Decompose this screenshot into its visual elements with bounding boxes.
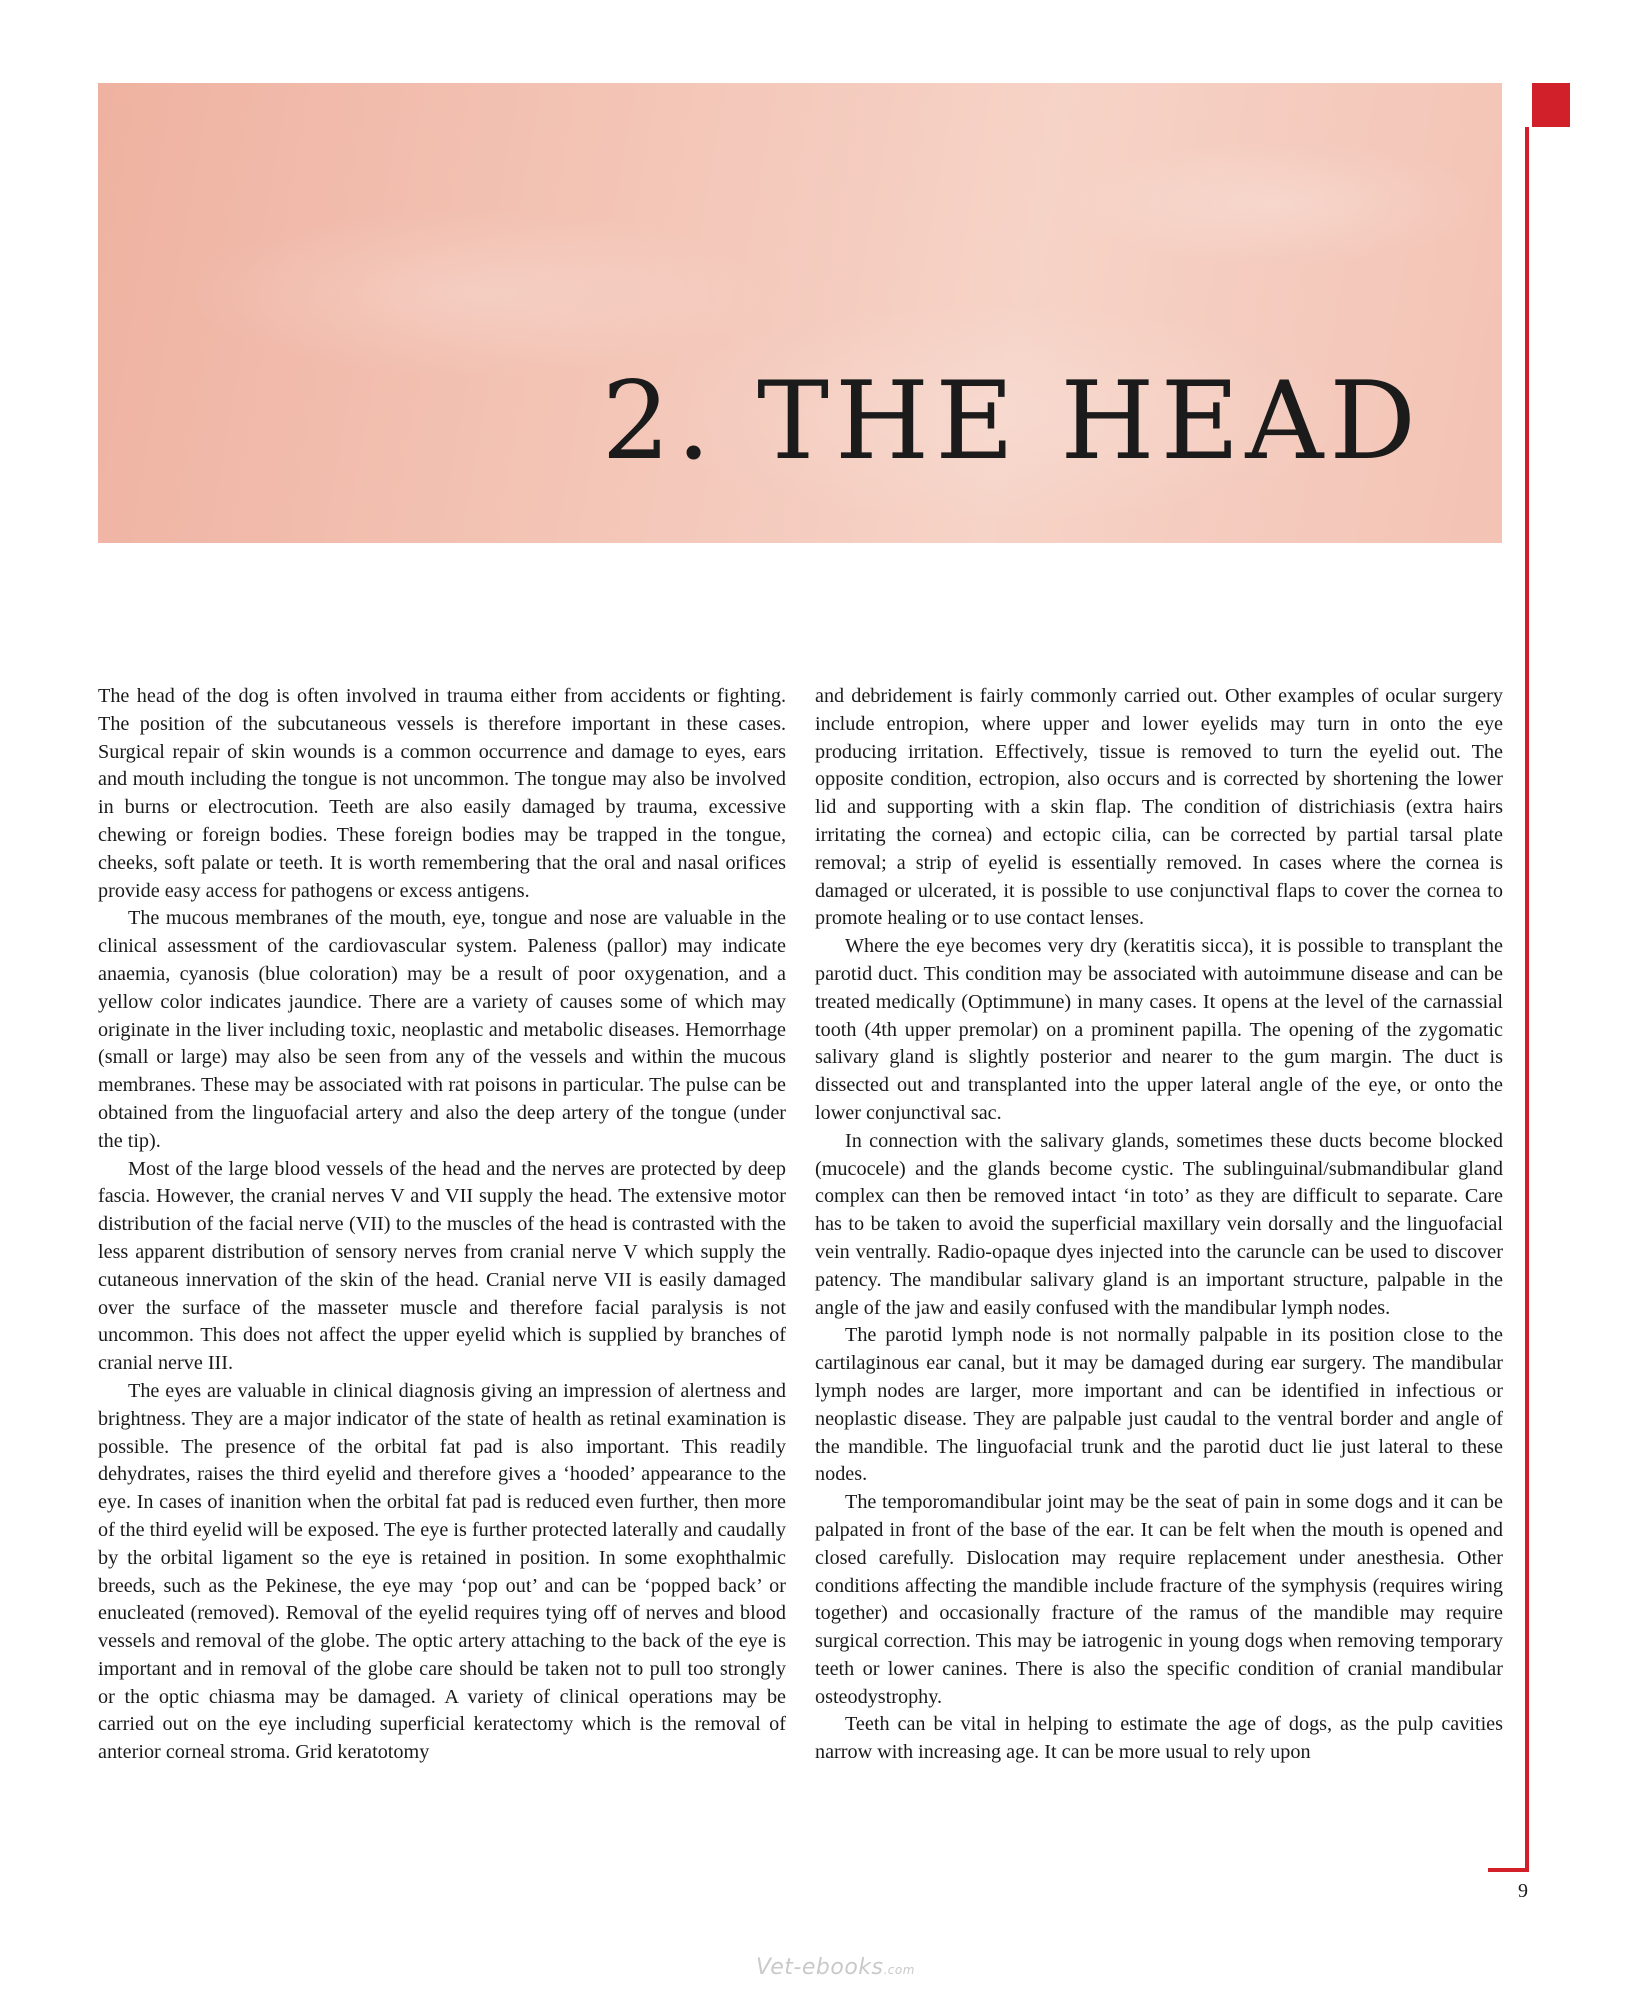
watermark-text: Vet-ebooks [756,1955,884,1980]
page-edge-rule [1525,127,1529,1872]
paragraph: The temporomandibular joint may be the seat of pain in some dogs and it can be palpated in front of the base of the ear. It can be felt when the mouth is opened and closed carefully. Dislocation may require replacement under anesthesia. Other conditions affecting the mandible include fracture of the symphysis (requires wiring together) and occasionally fracture of the ramus of the mandible may require surgical correction. This may be iatrogenic in young dogs when removing temporary teeth or lower canines. There is also the specific condition of cranial mandibular osteodystrophy. [815,1491,1503,1708]
chapter-banner [98,83,1502,543]
paragraph: In connection with the salivary glands, sometimes these ducts become blocked (mucocele) and the glands become cystic. The sublinguinal/submandibular gland complex can then be removed intact ‘in toto’ as they are difficult to separate. Care has to be taken to avoid the superficial maxillary vein dorsally and the linguofacial vein ventrally. Radio-opaque dyes injected into the caruncle can be used to discover patency. The mandibular salivary gland is an important structure, palpable in the angle of the jaw and easily confused with the mandibular lymph nodes. [815,1129,1503,1319]
chapter-title: 2. THE HEAD [601,359,1422,484]
page-number: 9 [1518,1880,1528,1902]
watermark [756,1955,915,1980]
paragraph: and debridement is fairly commonly carried out. Other examples of ocular surgery include entropion, where upper and lower eyelids may turn in onto the eye producing irritation. Effectively, tissue is removed to turn the eyelid out. The opposite condition, ectropion, also occurs and is corrected by shortening the lower lid and supporting with a skin flap. The condition of districhiasis (extra hairs irritating the cornea) and ectopic cilia, can be corrected by partial tarsal plate removal; a strip of eyelid is essentially removed. In cases where the cornea is damaged or ulcerated, it is possible to use conjunctival flaps to cover the cornea to promote healing or to use contact lenses. [815,685,1503,930]
paragraph: The mucous membranes of the mouth, eye, tongue and nose are valuable in the clinical assessment of the cardiovascular system. Paleness (pallor) may indicate anaemia, cyanosis (blue coloration) may be a result of poor oxygenation, and a yellow color indicates jaundice. There are a variety of causes some of which may originate in the liver including toxic, neoplastic and metabolic diseases. Hemorrhage (small or large) may also be seen from any of the vessels and within the mucous membranes. These may be associated with rat poisons in particular. The pulse can be obtained from the linguofacial artery and also the deep artery of the tongue (under the tip). [98,907,786,1152]
paragraph: Most of the large blood vessels of the head and the nerves are protected by deep fascia. However, the cranial nerves V and VII supply the head. The extensive motor distribution of the facial nerve (VII) to the muscles of the head is contrasted with the less apparent distribution of sensory nerves from cranial nerve V which supply the cutaneous innervation of the skin of the head. Cranial nerve VII is easily damaged over the surface of the masseter muscle and therefore facial paralysis is not uncommon. This does not affect the upper eyelid which is supplied by branches of cranial nerve III. [98,1157,786,1375]
watermark-suffix: .com [883,1963,915,1977]
paragraph: Teeth can be vital in helping to estimate the age of dogs, as the pulp cavities narrow with increasing age. It can be more usual to rely upon [815,1713,1503,1764]
paragraph: Where the eye becomes very dry (keratitis sicca), it is possible to transplant the parotid duct. This condition may be associated with autoimmune disease and can be treated medically (Optimmune) in many cases. It opens at the level of the carnassial tooth (4th upper premolar) on a prominent papilla. The opening of the zygomatic salivary gland is slightly posterior and nearer to the gum margin. The duct is dissected out and transplanted into the upper lateral angle of the eye, or onto the lower conjunctival sac. [815,935,1503,1124]
paragraph: The eyes are valuable in clinical diagnosis giving an impression of alertness and brightness. They are a major indicator of the state of health as retinal examination is possible. The presence of the orbital fat pad is also important. This readily dehydrates, raises the third eyelid and therefore gives a ‘hooded’ appearance to the eye. In cases of inanition when the orbital fat pad is reduced even further, then more of the third eyelid will be exposed. The eye is further protected laterally and caudally by the orbital ligament so the eye is retained in position. In some exophthalmic breeds, such as the Pekinese, the eye may ‘pop out’ and can be ‘popped back’ or enucleated (removed). Removal of the eyelid requires tying off of nerves and blood vessels and removal of the globe. The optic artery attaching to the back of the eye is important and in removal of the globe care should be taken not to pull too strongly or the optic chiasma may be damaged. A variety of clinical operations may be carried out on the eye including superficial keratectomy which is the removal of anterior corneal stroma. Grid keratotomy [98,1379,786,1764]
paragraph: The head of the dog is often involved in trauma either from accidents or fighting. The position of the subcutaneous vessels is therefore important in these cases. Surgical repair of skin wounds is a common occurrence and damage to eyes, ears and mouth including the tongue is not uncommon. The tongue may also be involved in burns or electrocution. Teeth are also easily damaged by trauma, excessive chewing or foreign bodies. These foreign bodies may be trapped in the tongue, cheeks, soft palate or teeth. It is worth remembering that the oral and nasal orifices provide easy access for pathogens or excess antigens. [98,685,786,902]
chapter-tab-marker [1532,83,1570,127]
paragraph: The parotid lymph node is not normally palpable in its position close to the cartilaginous ear canal, but it may be damaged during ear surgery. The mandibular lymph nodes are larger, more important and can be identified in infectious or neoplastic disease. They are palpable just caudal to the ventral border and angle of the mandible. The linguofacial trunk and the parotid duct lie just lateral to these nodes. [815,1324,1503,1486]
text-column-right [815,683,1503,1767]
text-column-left [98,683,786,1767]
page-number-rule [1488,1868,1529,1872]
